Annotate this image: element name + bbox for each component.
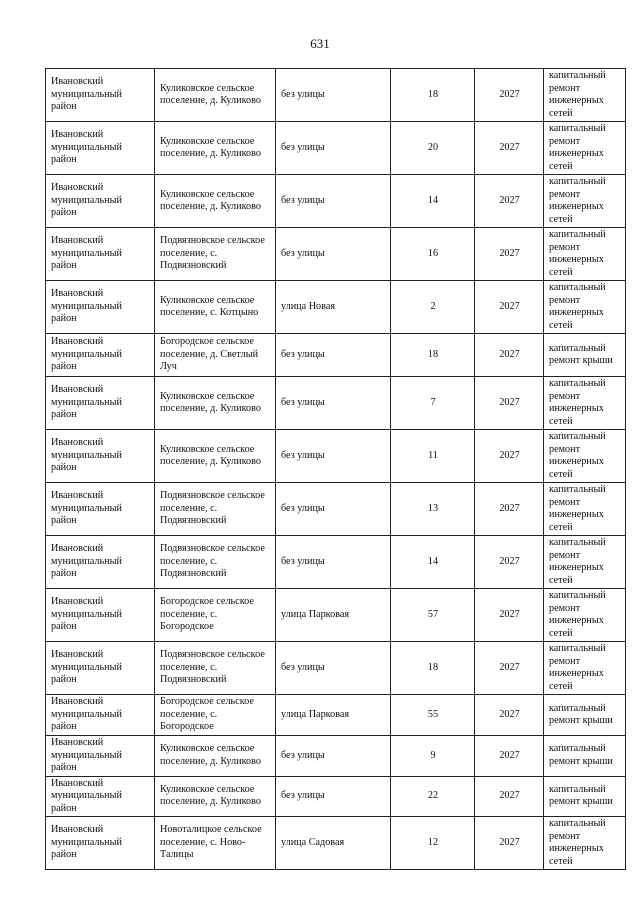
settlement-cell: Куликовское сельское поселение, д. Куликово	[155, 69, 276, 122]
street-cell: без улицы	[276, 175, 391, 228]
work-type-cell: капитальный ремонт инженерных сетей	[544, 228, 626, 281]
house-number-cell: 18	[391, 334, 475, 377]
settlement-cell: Подвязновское сельское поселение, с. Подвязновский	[155, 642, 276, 695]
settlement-cell: Куликовское сельское поселение, д. Куликово	[155, 776, 276, 817]
house-number-cell: 20	[391, 122, 475, 175]
table-row	[46, 122, 626, 175]
district-cell: Ивановский муниципальный район	[46, 483, 155, 536]
table-row	[46, 776, 626, 817]
house-number-cell: 57	[391, 589, 475, 642]
street-cell: улица Парковая	[276, 695, 391, 736]
repair-year-cell: 2027	[475, 175, 544, 228]
settlement-cell: Куликовское сельское поселение, с. Котцыно	[155, 281, 276, 334]
table-row	[46, 589, 626, 642]
street-cell: без улицы	[276, 776, 391, 817]
work-type-cell: капитальный ремонт инженерных сетей	[544, 817, 626, 870]
repair-year-cell: 2027	[475, 122, 544, 175]
settlement-cell: Куликовское сельское поселение, д. Куликово	[155, 736, 276, 777]
house-number-cell: 55	[391, 695, 475, 736]
work-type-cell: капитальный ремонт крыши	[544, 776, 626, 817]
house-number-cell: 14	[391, 536, 475, 589]
house-number-cell: 14	[391, 175, 475, 228]
table-row	[46, 817, 626, 870]
street-cell: улица Садовая	[276, 817, 391, 870]
district-cell: Ивановский муниципальный район	[46, 736, 155, 777]
house-number-cell: 12	[391, 817, 475, 870]
repair-year-cell: 2027	[475, 776, 544, 817]
settlement-cell: Куликовское сельское поселение, д. Куликово	[155, 122, 276, 175]
repair-year-cell: 2027	[475, 334, 544, 377]
repair-year-cell: 2027	[475, 69, 544, 122]
street-cell: без улицы	[276, 483, 391, 536]
work-type-cell: капитальный ремонт инженерных сетей	[544, 589, 626, 642]
table-row	[46, 228, 626, 281]
table-row	[46, 377, 626, 430]
house-number-cell: 2	[391, 281, 475, 334]
settlement-cell: Подвязновское сельское поселение, с. Подвязновский	[155, 536, 276, 589]
district-cell: Ивановский муниципальный район	[46, 776, 155, 817]
settlement-cell: Подвязновское сельское поселение, с. Подвязновский	[155, 483, 276, 536]
table-row	[46, 430, 626, 483]
district-cell: Ивановский муниципальный район	[46, 642, 155, 695]
house-number-cell: 9	[391, 736, 475, 777]
table-row	[46, 642, 626, 695]
district-cell: Ивановский муниципальный район	[46, 175, 155, 228]
street-cell: без улицы	[276, 536, 391, 589]
work-type-cell: капитальный ремонт инженерных сетей	[544, 377, 626, 430]
house-number-cell: 18	[391, 642, 475, 695]
repair-year-cell: 2027	[475, 228, 544, 281]
street-cell: без улицы	[276, 228, 391, 281]
settlement-cell: Богородское сельское поселение, д. Светлый Луч	[155, 334, 276, 377]
work-type-cell: капитальный ремонт инженерных сетей	[544, 281, 626, 334]
work-type-cell: капитальный ремонт инженерных сетей	[544, 536, 626, 589]
repair-year-cell: 2027	[475, 483, 544, 536]
district-cell: Ивановский муниципальный район	[46, 281, 155, 334]
work-type-cell: капитальный ремонт инженерных сетей	[544, 175, 626, 228]
repair-year-cell: 2027	[475, 377, 544, 430]
street-cell: без улицы	[276, 69, 391, 122]
street-cell: улица Новая	[276, 281, 391, 334]
work-type-cell: капитальный ремонт инженерных сетей	[544, 642, 626, 695]
settlement-cell: Богородское сельское поселение, с. Богородское	[155, 589, 276, 642]
street-cell: улица Парковая	[276, 589, 391, 642]
district-cell: Ивановский муниципальный район	[46, 695, 155, 736]
work-type-cell: капитальный ремонт инженерных сетей	[544, 430, 626, 483]
district-cell: Ивановский муниципальный район	[46, 69, 155, 122]
street-cell: без улицы	[276, 377, 391, 430]
street-cell: без улицы	[276, 642, 391, 695]
street-cell: без улицы	[276, 122, 391, 175]
repair-year-cell: 2027	[475, 430, 544, 483]
district-cell: Ивановский муниципальный район	[46, 536, 155, 589]
housing-repair-table	[45, 68, 626, 870]
repair-year-cell: 2027	[475, 642, 544, 695]
house-number-cell: 13	[391, 483, 475, 536]
table-body	[46, 69, 626, 870]
street-cell: без улицы	[276, 334, 391, 377]
settlement-cell: Подвязновское сельское поселение, с. Подвязновский	[155, 228, 276, 281]
repair-year-cell: 2027	[475, 695, 544, 736]
table-row	[46, 69, 626, 122]
house-number-cell: 7	[391, 377, 475, 430]
settlement-cell: Куликовское сельское поселение, д. Куликово	[155, 377, 276, 430]
house-number-cell: 16	[391, 228, 475, 281]
table-row	[46, 175, 626, 228]
repair-year-cell: 2027	[475, 817, 544, 870]
district-cell: Ивановский муниципальный район	[46, 228, 155, 281]
repair-year-cell: 2027	[475, 536, 544, 589]
settlement-cell: Куликовское сельское поселение, д. Куликово	[155, 430, 276, 483]
work-type-cell: капитальный ремонт инженерных сетей	[544, 69, 626, 122]
settlement-cell: Новоталицкое сельское поселение, с. Ново-Талицы	[155, 817, 276, 870]
repair-year-cell: 2027	[475, 589, 544, 642]
table-row	[46, 281, 626, 334]
work-type-cell: капитальный ремонт крыши	[544, 736, 626, 777]
table-row	[46, 695, 626, 736]
house-number-cell: 11	[391, 430, 475, 483]
district-cell: Ивановский муниципальный район	[46, 122, 155, 175]
house-number-cell: 18	[391, 69, 475, 122]
street-cell: без улицы	[276, 736, 391, 777]
work-type-cell: капитальный ремонт инженерных сетей	[544, 122, 626, 175]
repair-year-cell: 2027	[475, 281, 544, 334]
district-cell: Ивановский муниципальный район	[46, 817, 155, 870]
district-cell: Ивановский муниципальный район	[46, 430, 155, 483]
district-cell: Ивановский муниципальный район	[46, 377, 155, 430]
table-row	[46, 334, 626, 377]
district-cell: Ивановский муниципальный район	[46, 589, 155, 642]
work-type-cell: капитальный ремонт инженерных сетей	[544, 483, 626, 536]
settlement-cell: Куликовское сельское поселение, д. Куликово	[155, 175, 276, 228]
work-type-cell: капитальный ремонт крыши	[544, 695, 626, 736]
street-cell: без улицы	[276, 430, 391, 483]
settlement-cell: Богородское сельское поселение, с. Богородское	[155, 695, 276, 736]
table-row	[46, 736, 626, 777]
house-number-cell: 22	[391, 776, 475, 817]
work-type-cell: капитальный ремонт крыши	[544, 334, 626, 377]
table-row	[46, 483, 626, 536]
page-number: 631	[310, 36, 330, 51]
district-cell: Ивановский муниципальный район	[46, 334, 155, 377]
repair-year-cell: 2027	[475, 736, 544, 777]
table-row	[46, 536, 626, 589]
